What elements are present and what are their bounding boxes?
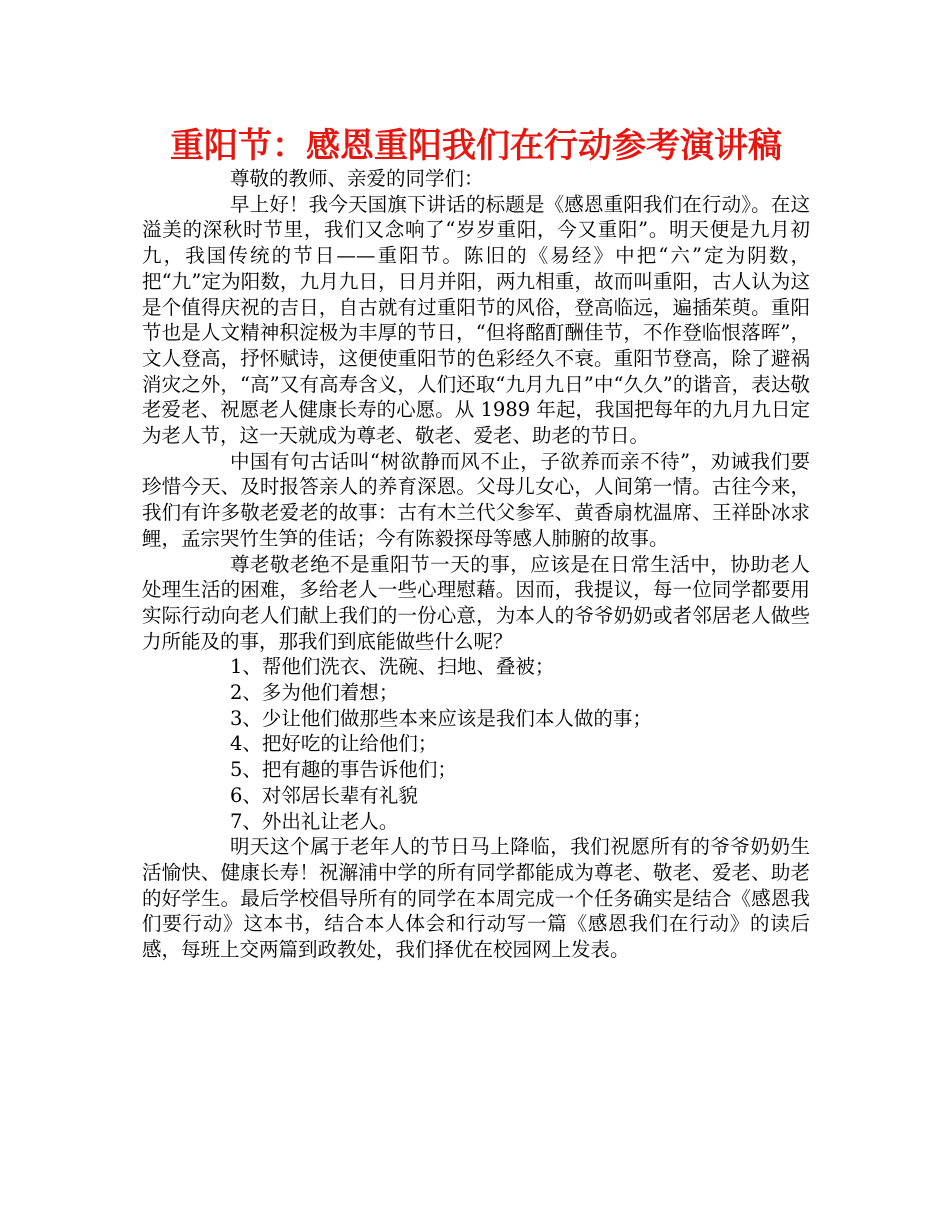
closing-paragraph: 明天这个属于老年人的节日马上降临，我们祝愿所有的爷爷奶奶生活愉快、健康长寿！祝澥浦中学的所有同学都能成为尊老、敬老、爱老、助老的好学生。最后学校倡导所有的同学在本周完成一个任务确实是结合《感恩我们要行动》这本书，结合本人体会和行动写一篇《感恩我们在行动》的读后感，每班上交两篇到政教处，我们择优在校园网上发表。 [142,835,810,962]
suggestion-list [142,654,810,834]
document-body [142,166,810,963]
list-item: 3、少让他们做那些本来应该是我们本人做的事； [230,706,652,730]
paragraph-3: 尊老敬老绝不是重阳节一天的事，应该是在日常生活中，协助老人处理生活的困难，多给老人一些心理慰藉。因而，我提议，每一位同学都要用实际行动向老人们献上我们的一份心意，为本人的爷爷奶奶或者邻居老人做些力所能及的事，那我们到底能做些什么呢？ [142,552,810,653]
paragraph-2: 中国有句古话叫“树欲静而风不止，子欲养而亲不待”，劝诫我们要珍惜今天、及时报答亲人的养育深恩。父母儿女心，人间第一情。古往今来，我们有许多敬老爱老的故事：古有木兰代父参军、黄香扇枕温席、王祥卧冰求鲤，孟宗哭竹生笋的佳话；今有陈毅探母等感人肺腑的故事。 [142,449,810,550]
list-item: 6、对邻居长辈有礼貌 [230,783,418,807]
list-item: 7、外出礼让老人。 [230,809,399,833]
list-item: 1、帮他们洗衣、洗碗、扫地、叠被； [230,655,555,679]
list-item: 4、把好吃的让给他们； [230,732,438,756]
list-item: 2、多为他们着想； [230,681,399,705]
page-title: 重阳节：感恩重阳我们在行动参考演讲稿 [170,126,782,166]
list-item: 5、把有趣的事告诉他们； [230,758,457,782]
paragraph-1: 早上好！我今天国旗下讲话的标题是《感恩重阳我们在行动》。在这溢美的深秋时节里，我们又念响了“岁岁重阳，今又重阳”。明天便是九月初九，我国传统的节日——重阳节。陈旧的《易经》中把“六”定为阴数，把“九”定为阳数，九月九日，日月并阳，两九相重，故而叫重阳，古人认为这是个值得庆祝的吉日，自古就有过重阳节的风俗，登高临远，遍插茱萸。重阳节也是人文精神积淀极为丰厚的节日，“但将酩酊酬佳节，不作登临恨落晖”，文人登高，抒怀赋诗，这便使重阳节的色彩经久不衰。重阳节登高，除了避祸消灾之外，“高”又有高寿含义，人们还取“九月九日”中“久久”的谐音，表达敬老爱老、祝愿老人健康长寿的心愿。从 1989 年起，我国把每年的九月九日定为老人节，这一天就成为尊老、敬老、爱老、助老的节日。 [142,192,810,448]
salutation: 尊敬的教师、亲爱的同学们： [230,167,484,190]
